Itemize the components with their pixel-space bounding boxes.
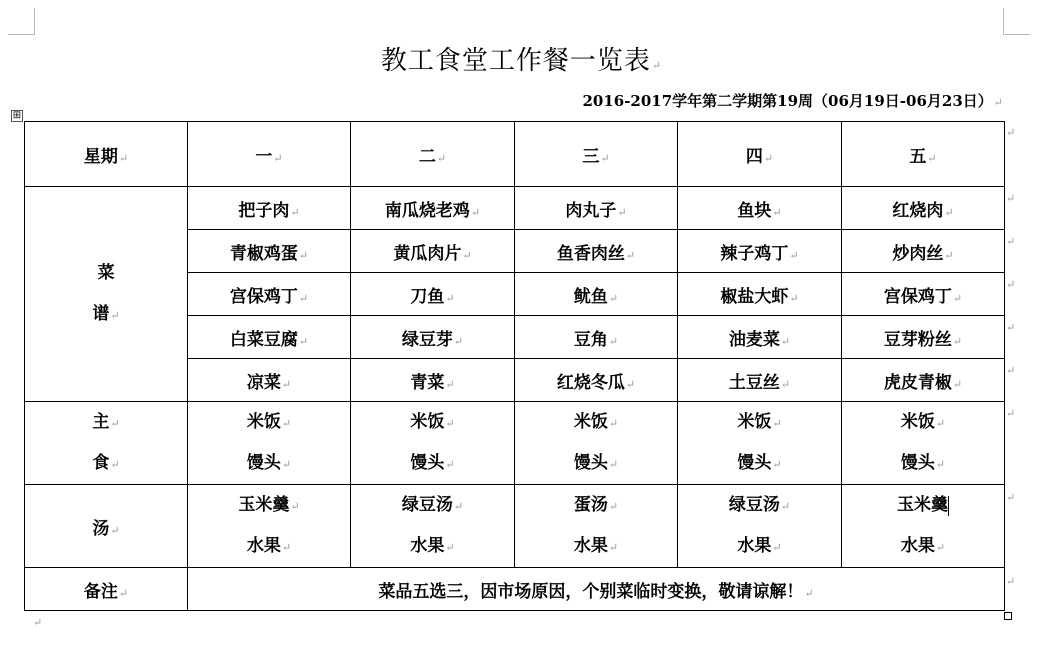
row-end-mark: ↵ bbox=[1006, 192, 1016, 205]
row-end-mark: ↵ bbox=[1006, 126, 1016, 139]
dish-cell[interactable]: 椒盐大虾↵ bbox=[678, 273, 842, 316]
dish-cell[interactable]: 鱿鱼↵ bbox=[515, 273, 678, 316]
dish-cell[interactable]: 绿豆芽↵ bbox=[351, 316, 515, 359]
staple-cell[interactable]: 米饭↵ 馒头↵ bbox=[188, 402, 351, 485]
staple-row bbox=[25, 402, 1005, 485]
row-end-mark: ↵ bbox=[1006, 235, 1016, 248]
recipe-row bbox=[25, 187, 1005, 230]
menu-table bbox=[24, 121, 1005, 611]
soup-row bbox=[25, 485, 1005, 568]
dish-cell[interactable]: 油麦菜↵ bbox=[678, 316, 842, 359]
dish-cell[interactable]: 白菜豆腐↵ bbox=[188, 316, 351, 359]
dish-cell[interactable]: 把子肉↵ bbox=[188, 187, 351, 230]
dish-cell[interactable]: 鱼香肉丝↵ bbox=[515, 230, 678, 273]
dish-cell[interactable]: 刀鱼↵ bbox=[351, 273, 515, 316]
day-header-cell[interactable]: 二↵ bbox=[351, 122, 515, 187]
row-end-mark: ↵ bbox=[1006, 364, 1016, 377]
remarks-row bbox=[25, 568, 1005, 611]
soup-section-label[interactable]: 汤↵ bbox=[25, 485, 188, 568]
staple-cell[interactable]: 米饭↵ 馒头↵ bbox=[515, 402, 678, 485]
soup-cell[interactable]: 绿豆汤↵ 水果↵ bbox=[351, 485, 515, 568]
header-row bbox=[25, 122, 1005, 187]
text-cursor bbox=[948, 496, 949, 516]
weekday-header-label[interactable]: 星期↵ bbox=[25, 122, 188, 187]
row-end-mark: ↵ bbox=[1006, 407, 1016, 420]
row-end-mark: ↵ bbox=[1006, 575, 1016, 588]
page-corner-top-left bbox=[8, 8, 35, 35]
page-corner-top-right bbox=[1003, 8, 1030, 35]
remarks-label[interactable]: 备注↵ bbox=[25, 568, 188, 611]
dish-cell[interactable]: 红烧冬瓜↵ bbox=[515, 359, 678, 402]
table-move-handle-icon[interactable]: ⊞ bbox=[12, 110, 22, 121]
dish-cell[interactable]: 青菜↵ bbox=[351, 359, 515, 402]
paragraph-end-mark: ↵ bbox=[33, 616, 43, 629]
recipes-section-label[interactable]: 菜 谱↵ bbox=[25, 187, 188, 402]
day-header-cell[interactable]: 四↵ bbox=[678, 122, 842, 187]
staple-cell[interactable]: 米饭↵ 馒头↵ bbox=[678, 402, 842, 485]
remarks-text[interactable]: 菜品五选三，因市场原因，个别菜临时变换，敬请谅解！↵ bbox=[188, 568, 1005, 611]
day-header-cell[interactable]: 一↵ bbox=[188, 122, 351, 187]
dish-cell[interactable]: 宫保鸡丁↵ bbox=[188, 273, 351, 316]
soup-cell[interactable]: 蛋汤↵ 水果↵ bbox=[515, 485, 678, 568]
dish-cell[interactable]: 豆芽粉丝↵ bbox=[842, 316, 1005, 359]
staple-cell[interactable]: 米饭↵ 馒头↵ bbox=[351, 402, 515, 485]
dish-cell[interactable]: 豆角↵ bbox=[515, 316, 678, 359]
dish-cell[interactable]: 土豆丝↵ bbox=[678, 359, 842, 402]
day-header-cell[interactable]: 三↵ bbox=[515, 122, 678, 187]
dish-cell[interactable]: 炒肉丝↵ bbox=[842, 230, 1005, 273]
dish-cell[interactable]: 宫保鸡丁↵ bbox=[842, 273, 1005, 316]
dish-cell[interactable]: 鱼块↵ bbox=[678, 187, 842, 230]
soup-cell[interactable]: 玉米羹 水果↵ bbox=[842, 485, 1005, 568]
dish-cell[interactable]: 肉丸子↵ bbox=[515, 187, 678, 230]
row-end-mark: ↵ bbox=[1006, 491, 1016, 504]
dish-cell[interactable]: 南瓜烧老鸡↵ bbox=[351, 187, 515, 230]
document-subtitle: 2016-2017学年第二学期第19周（06月19日-06月23日）↵ bbox=[582, 92, 1003, 110]
row-end-mark: ↵ bbox=[1006, 321, 1016, 334]
soup-cell[interactable]: 绿豆汤↵ 水果↵ bbox=[678, 485, 842, 568]
day-header-cell[interactable]: 五↵ bbox=[842, 122, 1005, 187]
soup-cell[interactable]: 玉米羹↵ 水果↵ bbox=[188, 485, 351, 568]
dish-cell[interactable]: 红烧肉↵ bbox=[842, 187, 1005, 230]
row-end-mark: ↵ bbox=[1006, 278, 1016, 291]
dish-cell[interactable]: 虎皮青椒↵ bbox=[842, 359, 1005, 402]
staple-cell[interactable]: 米饭↵ 馒头↵ bbox=[842, 402, 1005, 485]
dish-cell[interactable]: 辣子鸡丁↵ bbox=[678, 230, 842, 273]
table-resize-handle[interactable] bbox=[1004, 612, 1012, 620]
document-title: 教工食堂工作餐一览表↵ bbox=[380, 46, 663, 76]
dish-cell[interactable]: 凉菜↵ bbox=[188, 359, 351, 402]
dish-cell[interactable]: 黄瓜肉片↵ bbox=[351, 230, 515, 273]
dish-cell[interactable]: 青椒鸡蛋↵ bbox=[188, 230, 351, 273]
staple-section-label[interactable]: 主↵ 食↵ bbox=[25, 402, 188, 485]
